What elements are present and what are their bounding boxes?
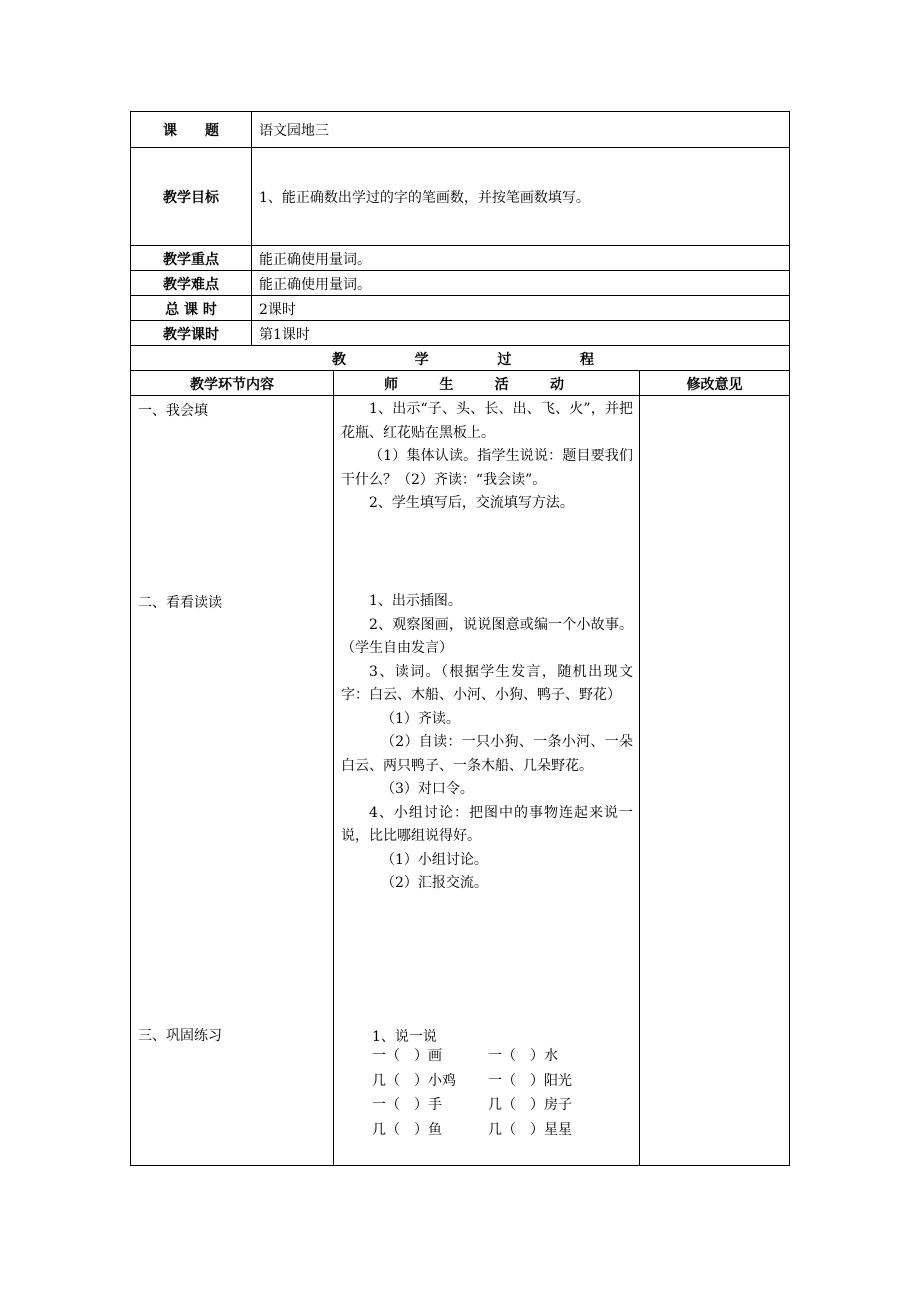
- measure-word-exercise: [372, 1044, 572, 1142]
- activity-line: （2）自读：一只小狗、一条小河、一朵白云、两只鸭子、一条木船、几朵野花。: [341, 734, 633, 774]
- exercise-item: 几（ ）小鸡: [372, 1072, 456, 1089]
- exercise-item: 几（ ）星星: [488, 1121, 572, 1138]
- activity-line: （1）集体认读。指学生说说：题目要我们干什么？（2）齐读：“我会读”。: [341, 448, 633, 488]
- process-heading-char: 过: [497, 352, 512, 368]
- section-title-1: 一、我会填: [138, 403, 208, 419]
- topic-value: 语文园地三: [259, 123, 329, 139]
- process-heading-char: 学: [414, 352, 429, 368]
- column-header-activity-char: 动: [549, 377, 564, 393]
- activity-line: 2、学生填写后，交流填写方法。: [369, 495, 574, 511]
- column-header-activity-char: 生: [439, 377, 454, 393]
- exercise-item: 几（ ）房子: [488, 1097, 572, 1113]
- activity-line: 2、观察图画，说说图意或编一个小故事。（学生自由发言）: [341, 616, 633, 656]
- activity-line: 1、出示“子、头、长、出、飞、火”，并把花瓶、红花贴在黑板上。: [341, 401, 633, 441]
- exercise-row: [372, 1044, 572, 1069]
- total-hours-label: 总 课 时: [165, 302, 217, 318]
- goal-value: 1、能正确数出学过的字的笔画数，并按笔画数填写。: [259, 190, 590, 206]
- process-heading-char: 教: [332, 352, 346, 368]
- topic-label: 课 题: [163, 123, 219, 139]
- column-header-activity-char: 师: [384, 377, 398, 393]
- column-header-activity: [384, 374, 564, 394]
- goal-label: 教学目标: [163, 190, 219, 206]
- exercise-item: 一（ ）手: [372, 1097, 442, 1113]
- difficulty-label: 教学难点: [163, 277, 219, 293]
- column-header-content: 教学环节内容: [190, 377, 274, 393]
- section-1-activities: [341, 398, 633, 516]
- activity-line: （1）小组讨论。: [381, 851, 488, 868]
- difficulty-value: 能正确使用量词。: [259, 277, 371, 293]
- activity-line: （3）对口令。: [381, 781, 474, 797]
- section-title-2: 二、看看读读: [138, 595, 222, 611]
- section-2-activities: [341, 590, 633, 896]
- activity-line: （1）齐读。: [381, 710, 460, 727]
- lesson-hour-value: 第1课时: [259, 327, 310, 343]
- exercise-item: 一（ ）阳光: [488, 1072, 572, 1089]
- activity-line: 1、出示插图。: [369, 593, 462, 609]
- exercise-item: 一（ ）画: [372, 1048, 442, 1064]
- activity-line: （2）汇报交流。: [381, 875, 488, 891]
- exercise-row: [372, 1118, 572, 1143]
- lesson-hour-label: 教学课时: [163, 327, 219, 343]
- process-heading-char: 程: [579, 352, 594, 368]
- focus-label: 教学重点: [163, 252, 219, 268]
- total-hours-value: 2课时: [259, 302, 296, 318]
- activity-line: 4、小组讨论：把图中的事物连起来说一说，比比哪组说得好。: [341, 804, 633, 844]
- exercise-row: [372, 1093, 572, 1118]
- section-title-3: 三、巩固练习: [138, 1028, 222, 1044]
- section-3-intro: 1、说一说: [372, 1029, 437, 1045]
- exercise-row: [372, 1069, 572, 1094]
- exercise-item: 几（ ）鱼: [372, 1121, 442, 1138]
- exercise-item: 一（ ）水: [488, 1048, 558, 1064]
- column-header-activity-char: 活: [494, 377, 509, 393]
- column-header-revision: 修改意见: [686, 377, 743, 393]
- activity-line: 3、读词。（根据学生发言，随机出现文字：白云、木船、小河、小狗、鸭子、野花）: [341, 663, 633, 703]
- process-heading: [332, 349, 594, 369]
- focus-value: 能正确使用量词。: [259, 252, 371, 268]
